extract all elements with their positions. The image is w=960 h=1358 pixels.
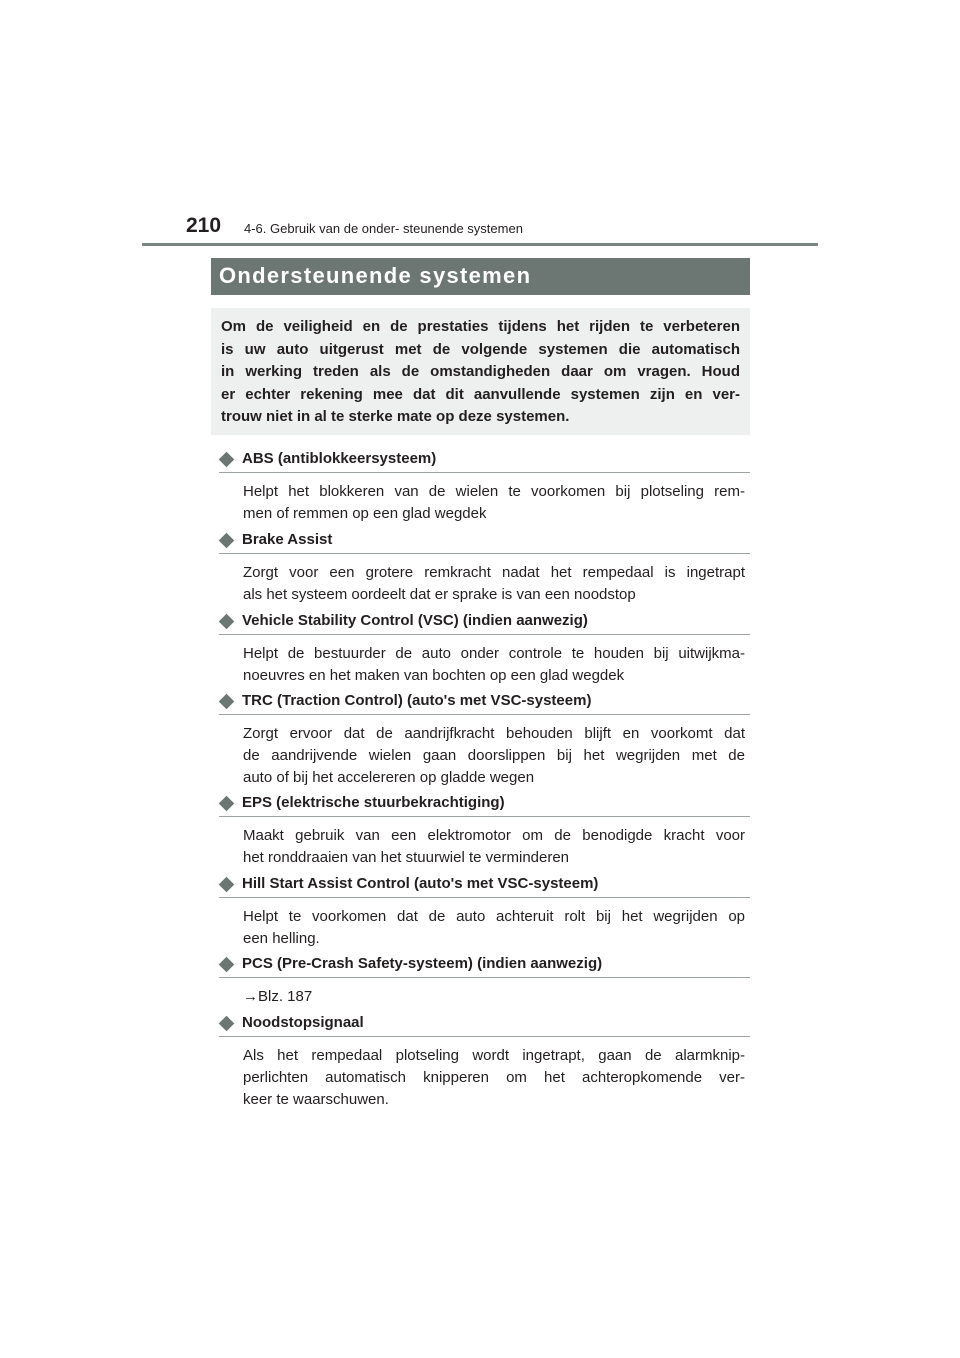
description-line: keer te waarschuwen. <box>243 1091 389 1108</box>
feature-description <box>243 723 745 789</box>
diamond-bullet-icon <box>219 877 235 893</box>
description-line: Helpt de bestuurder de auto onder controle te houden bij uitwijkma- <box>243 645 745 662</box>
feature-title: EPS (elektrische stuurbekrachtiging) <box>242 794 505 811</box>
feature-title: Hill Start Assist Control (auto's met VSC-systeem) <box>242 875 599 892</box>
description-line: als het systeem oordeelt dat er sprake is van een noodstop <box>243 586 636 603</box>
description-line: men of remmen op een glad wegdek <box>243 505 487 522</box>
page-reference-link[interactable]: →Blz. 187 <box>243 988 313 1005</box>
page-number: 210 <box>186 214 222 237</box>
description-line: Helpt het blokkeren van de wielen te voorkomen bij plotseling rem- <box>243 483 745 500</box>
feature-brake-assist <box>219 529 750 606</box>
diamond-bullet-icon <box>219 957 235 973</box>
intro-box <box>211 308 750 435</box>
diamond-bullet-icon <box>219 533 235 549</box>
description-line: Als het rempedaal plotseling wordt ingetrapt, gaan de alarmknip- <box>243 1047 745 1064</box>
feature-vsc <box>219 610 750 687</box>
intro-line: is uw auto uitgerust met de volgende systemen die automatisch <box>221 340 740 358</box>
diamond-bullet-icon <box>219 796 235 812</box>
intro-line: trouw niet in al te sterke mate op deze systemen. <box>221 408 570 425</box>
title-bar <box>211 258 750 295</box>
feature-title: TRC (Traction Control) (auto's met VSC-systeem) <box>242 692 592 709</box>
description-line: noeuvres en het maken van bochten op een glad wegdek <box>243 667 625 684</box>
description-line: perlichten automatisch knipperen om het achteropkomende ver- <box>243 1069 745 1086</box>
feature-hill-start-assist <box>219 873 750 950</box>
feature-emergency-stop-signal <box>219 1012 750 1111</box>
intro-line: Om de veiligheid en de prestaties tijdens het rijden te verbeteren <box>221 318 740 335</box>
feature-description <box>243 562 745 606</box>
feature-heading <box>219 448 750 473</box>
description-line: Zorgt voor een grotere remkracht nadat het rempedaal is ingetrapt <box>243 564 745 581</box>
description-line: Zorgt ervoor dat de aandrijfkracht behouden blijft en voorkomt dat <box>243 725 745 742</box>
page-title: Ondersteunende systemen <box>219 263 532 288</box>
feature-description <box>243 643 745 687</box>
description-line: auto of bij het accelereren op gladde wegen <box>243 769 535 786</box>
feature-heading <box>219 529 750 554</box>
feature-heading <box>219 610 750 635</box>
feature-title: Noodstopsignaal <box>242 1014 364 1031</box>
feature-title: ABS (antiblokkeersysteem) <box>242 450 437 467</box>
feature-description <box>243 1045 745 1111</box>
feature-heading <box>219 792 750 817</box>
feature-description <box>243 986 745 1008</box>
description-line: Helpt te voorkomen dat de auto achteruit rolt bij het wegrijden op <box>243 908 745 925</box>
feature-description <box>243 906 745 950</box>
feature-pcs <box>219 953 750 1008</box>
feature-title: Vehicle Stability Control (VSC) (indien aanwezig) <box>242 612 588 629</box>
diamond-bullet-icon <box>219 614 235 630</box>
feature-title: PCS (Pre-Crash Safety-systeem) (indien aanwezig) <box>242 955 603 972</box>
section-header: 4-6. Gebruik van de onder- steunende systemen <box>244 221 523 236</box>
diamond-bullet-icon <box>219 452 235 468</box>
feature-trc <box>219 690 750 789</box>
feature-heading <box>219 690 750 715</box>
feature-abs <box>219 448 750 525</box>
feature-title: Brake Assist <box>242 531 333 548</box>
diamond-bullet-icon <box>219 1016 235 1032</box>
intro-line: er echter rekening mee dat dit aanvullende systemen zijn en ver- <box>221 385 740 403</box>
feature-heading <box>219 1012 750 1037</box>
description-line: een helling. <box>243 930 320 947</box>
feature-description <box>243 825 745 869</box>
description-line: Maakt gebruik van een elektromotor om de benodigde kracht voor <box>243 827 745 844</box>
header-rule <box>142 243 818 246</box>
feature-heading <box>219 953 750 978</box>
description-line: het ronddraaien van het stuurwiel te verminderen <box>243 849 570 866</box>
feature-heading <box>219 873 750 898</box>
feature-eps <box>219 792 750 869</box>
description-line: de aandrijvende wielen gaan doorslippen bij het wegrijden met de <box>243 747 745 764</box>
diamond-bullet-icon <box>219 694 235 710</box>
feature-description <box>243 481 745 525</box>
intro-line: in werking treden als de omstandigheden daar om vragen. Houd <box>221 363 740 380</box>
